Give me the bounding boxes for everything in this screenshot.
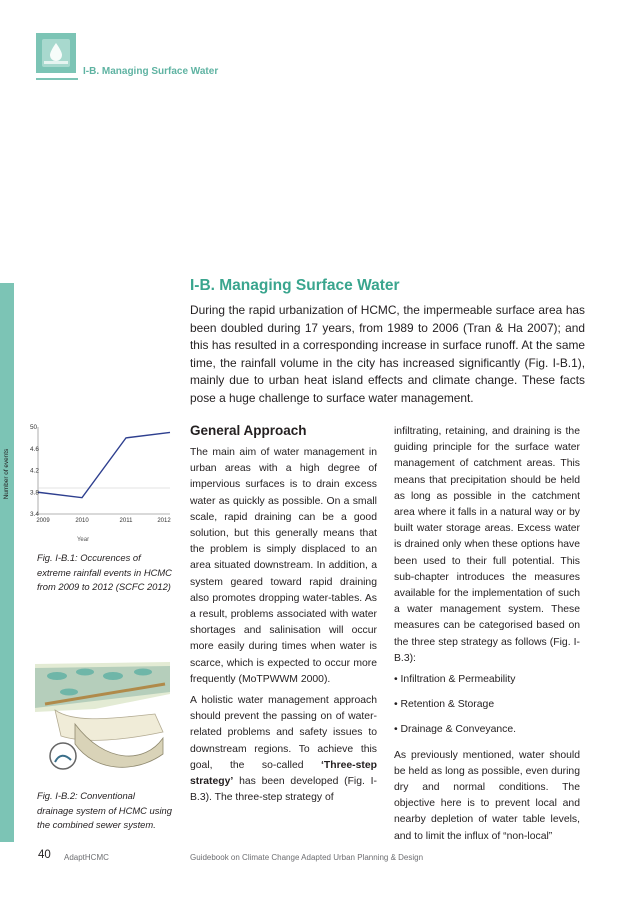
text-run: A holistic water management approach should prevent the passing on of water-related problems and safety issues to downstream regions. To achieve this goal, the so-called xyxy=(190,695,377,771)
column-left xyxy=(190,421,377,811)
paragraph: infiltrating, retaining, and draining is the guiding principle for the surface water management of catchment areas. This means that precipitation should be held as long as possible in the catchment area where it falls in a natural way or by built water storage areas. Excess water is drained only when these options have been used to their full potential. This sub-chapter introduces the measures available for the implementation of such a water management system. These measures can be categorised based on the three step strategy as follows (Fig. I-B.3): xyxy=(394,426,580,664)
y-tick-label: 3.8 xyxy=(30,489,39,497)
y-tick-label: 50 xyxy=(30,424,38,431)
fish-icon xyxy=(60,689,78,696)
x-tick-label: 2009 xyxy=(36,518,50,524)
subheading-general-approach: General Approach xyxy=(190,423,307,438)
footer-brand: AdaptHCMC xyxy=(64,853,109,862)
running-header: I-B. Managing Surface Water xyxy=(83,66,219,77)
column-right xyxy=(394,424,580,850)
y-tick-label: 4.6 xyxy=(30,445,39,453)
paragraph: As previously mentioned, water should be held as long as possible, even during dry and normal conditions. The objective here is to prevent local and nearby depletion of water table levels, and to limit the influx of “non-local” xyxy=(394,749,580,842)
x-axis-label: Year xyxy=(76,537,90,543)
page-number: 40 xyxy=(38,849,51,861)
paragraph: The main aim of water management in urban areas with a high degree of impervious surfaces is to drain excess water as quickly as possible. On a small scale, rapid draining can be a good solution, but this generally means that the problem is simply displaced to an area situated downstream. In addition, a system geared toward rapid draining also promotes dropping water-tables. As a result, problems associated with water shortages and salinisation will occur more easily during times when water is scarce, which is expected to occur more frequently (MoTPWWM 2000). xyxy=(190,447,377,685)
figure-caption-1: Fig. I-B.1: Occurences of extreme rainfall events in HCMC from 2009 to 2012 (SCFC 2012) xyxy=(37,552,172,592)
section-title: I-B. Managing Surface Water xyxy=(190,277,400,294)
fish-icon xyxy=(134,669,152,676)
text-run: has been developed (Fig. I-B.3). The three-step strategy of xyxy=(190,776,377,804)
rainfall-events-chart xyxy=(0,418,180,543)
sewer-illustration xyxy=(35,654,170,779)
y-tick-label: 3.4 xyxy=(30,511,39,518)
list-item: • Infiltration & Permeability xyxy=(394,674,516,686)
x-tick-label: 2012 xyxy=(157,518,171,524)
fish-icon xyxy=(103,672,123,680)
list-item: • Retention & Storage xyxy=(394,699,495,711)
water-drop-icon xyxy=(42,39,70,67)
x-tick-label: 2011 xyxy=(119,518,133,524)
figure-caption-2: Fig. I-B.2: Conventional drainage system of HCMC using the combined sewer system. xyxy=(37,790,172,830)
x-tick-labels xyxy=(36,518,171,524)
fish-icon xyxy=(76,669,94,676)
emphasis-three-step: ‘Three-step strategy’ xyxy=(190,759,377,788)
fish-icon xyxy=(47,672,67,680)
strategy-list xyxy=(394,672,580,739)
y-tick-label: 4.2 xyxy=(30,467,39,475)
y-axis-label: Number of events xyxy=(3,448,10,500)
footer-guide-title: Guidebook on Climate Change Adapted Urban Planning & Design xyxy=(190,853,424,862)
paragraph xyxy=(190,693,377,806)
intro-paragraph: During the rapid urbanization of HCMC, the impermeable surface area has been doubled during 17 years, from 1989 to 2006 (Tran & Ha 2007); and this has resulted in a corresponding increase in surface runoff. At the same time, the rainfall volume in the city has increased significantly (Fig. I-B.1), mainly due to urban heat island effects and climate change. These facts pose a huge challenge to surface water management. xyxy=(190,303,585,405)
list-item: • Drainage & Conveyance. xyxy=(394,724,517,736)
x-tick-label: 2010 xyxy=(75,518,89,524)
chapter-logo xyxy=(36,33,76,73)
header-rule xyxy=(36,78,78,80)
side-accent-bar xyxy=(0,283,14,842)
